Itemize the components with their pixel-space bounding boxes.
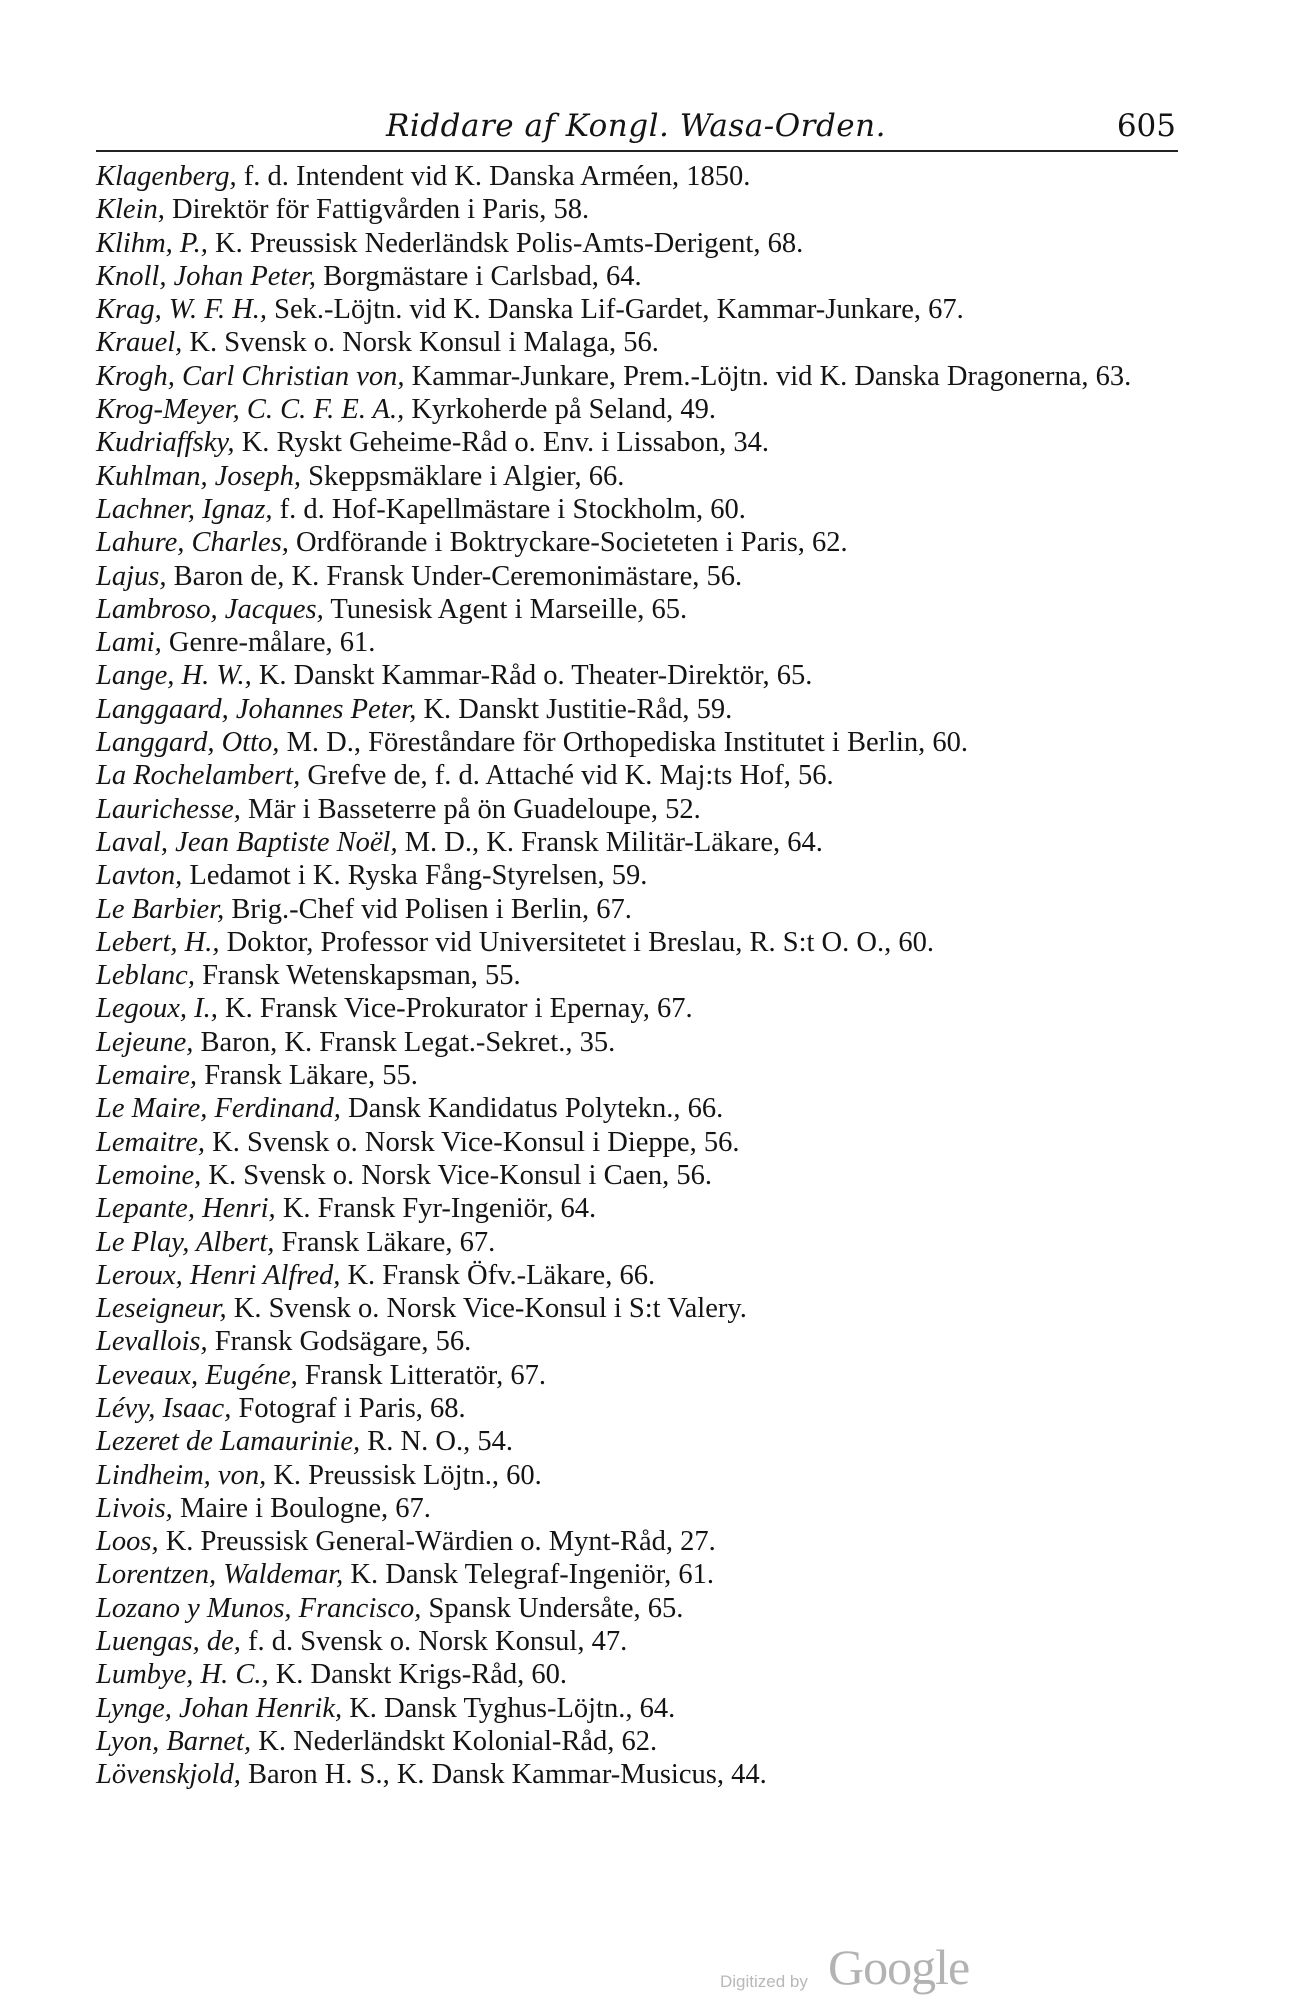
entry-name: Lange, H. W., <box>96 660 252 692</box>
entry <box>96 193 1186 226</box>
entry-description: K. Svensk o. Norsk Vice-Konsul i Caen, 56. <box>201 1159 712 1191</box>
entry <box>96 1525 1186 1558</box>
entry <box>96 227 1186 260</box>
entry-name: Lumbye, H. C., <box>96 1659 269 1691</box>
entry-list <box>96 160 1186 1792</box>
entry-name: Levallois, <box>96 1326 208 1358</box>
entry <box>96 426 1186 459</box>
entry-name: Leroux, Henri Alfred, <box>96 1259 341 1291</box>
entry-name: Lejeune, <box>96 1026 194 1058</box>
entry-description: Ordförande i Boktryckare-Societeten i Paris, 62. <box>288 527 848 559</box>
entry-description: Dansk Kandidatus Polytekn., 66. <box>340 1093 724 1125</box>
entry-description: Fransk Wetenskapsman, 55. <box>194 960 521 992</box>
entry-description: K. Ryskt Geheime-Råd o. Env. i Lissabon, 34. <box>234 427 770 459</box>
entry-name: Lavton, <box>96 860 183 892</box>
entry-description: Baron, K. Fransk Legat.-Sekret., 35. <box>193 1026 616 1058</box>
entry-description: K. Preussisk Nederländsk Polis-Amts-Derigent, 68. <box>207 227 804 259</box>
entry-name: Leblanc, <box>96 960 195 992</box>
entry <box>96 1359 1186 1392</box>
entry-description: Doktor, Professor vid Universitetet i Breslau, R. S:t O. O., 60. <box>219 926 934 958</box>
entry-name: Le Maire, Ferdinand, <box>96 1093 341 1125</box>
entry-name: Langgaard, Johannes Peter, <box>96 693 417 725</box>
entry-name: Lepante, Henri, <box>96 1193 276 1225</box>
entry-name: Legoux, I., <box>96 993 218 1025</box>
entry-description: Spansk Undersåte, 65. <box>421 1592 684 1624</box>
entry-name: Klihm, P., <box>96 227 208 259</box>
entry <box>96 1625 1186 1658</box>
entry-name: Lahure, Charles, <box>96 527 289 559</box>
entry-name: Lemoine, <box>96 1159 202 1191</box>
entry <box>96 1026 1186 1059</box>
entry <box>96 1658 1186 1691</box>
entry-description: K. Danskt Krigs-Råd, 60. <box>268 1659 568 1691</box>
entry <box>96 460 1186 493</box>
entry <box>96 726 1186 759</box>
entry-description: f. d. Svensk o. Norsk Konsul, 47. <box>240 1626 628 1658</box>
entry-description: Baron de, K. Fransk Under-Ceremonimästare, 56. <box>166 560 743 592</box>
entry <box>96 1558 1186 1591</box>
entry <box>96 793 1186 826</box>
entry-name: Lyon, Barnet, <box>96 1725 252 1757</box>
entry-name: Lindheim, von, <box>96 1459 267 1491</box>
entry-description: Fransk Läkare, 55. <box>197 1060 418 1092</box>
entry-name: Lemaitre, <box>96 1126 205 1158</box>
entry-description: Grefve de, f. d. Attaché vid K. Maj:ts Hof, 56. <box>300 760 834 792</box>
entry <box>96 326 1186 359</box>
entry-description: K. Preussisk Löjtn., 60. <box>266 1459 542 1491</box>
entry <box>96 1492 1186 1525</box>
entry-description: Fransk Litteratör, 67. <box>297 1359 546 1391</box>
entry-name: Lozano y Munos, Francisco, <box>96 1592 422 1624</box>
entry <box>96 1159 1186 1192</box>
entry-description: Genre-målare, 61. <box>161 627 376 659</box>
entry-description: K. Dansk Tyghus-Löjtn., 64. <box>342 1692 676 1724</box>
entry-name: Lebert, H., <box>96 926 220 958</box>
entry-name: Lami, <box>96 627 162 659</box>
entry <box>96 1126 1186 1159</box>
entry <box>96 1392 1186 1425</box>
entry-description: R. N. O., 54. <box>360 1426 513 1458</box>
entry <box>96 1758 1186 1791</box>
entry <box>96 1692 1186 1725</box>
entry <box>96 1592 1186 1625</box>
entry-name: Lynge, Johan Henrik, <box>96 1692 343 1724</box>
entry <box>96 293 1186 326</box>
entry-name: Klein, <box>96 194 165 226</box>
entry <box>96 959 1186 992</box>
entry <box>96 360 1186 393</box>
entry-name: Le Barbier, <box>96 893 225 925</box>
entry-description: K. Svensk o. Norsk Vice-Konsul i Dieppe, 56. <box>204 1126 740 1158</box>
entry-name: Livois, <box>96 1492 173 1524</box>
entry-name: Langgard, Otto, <box>96 727 280 759</box>
entry <box>96 1459 1186 1492</box>
entry-name: Lajus, <box>96 560 167 592</box>
entry-name: Krogh, Carl Christian von, <box>96 360 405 392</box>
page-number: 605 <box>1116 108 1176 144</box>
entry <box>96 1059 1186 1092</box>
entry <box>96 1292 1186 1325</box>
entry-name: Lachner, Ignaz, <box>96 493 273 525</box>
entry-description: f. d. Intendent vid K. Danska Arméen, 1850. <box>236 161 751 192</box>
entry <box>96 1325 1186 1358</box>
entry-description: K. Svensk o. Norsk Konsul i Malaga, 56. <box>182 327 659 359</box>
entry <box>96 1425 1186 1458</box>
entry-description: Fotograf i Paris, 68. <box>231 1392 466 1424</box>
entry-name: Lévy, Isaac, <box>96 1392 232 1424</box>
running-header <box>96 108 1176 152</box>
entry-description: Fransk Godsägare, 56. <box>207 1326 472 1358</box>
entry-name: Lövenskjold, <box>96 1759 241 1791</box>
entry-name: Le Play, Albert, <box>96 1226 275 1258</box>
entry <box>96 859 1186 892</box>
entry <box>96 260 1186 293</box>
entry-name: Kuhlman, Joseph, <box>96 460 302 492</box>
entry-description: K. Fransk Vice-Prokurator i Epernay, 67. <box>217 993 693 1025</box>
running-title: Riddare af Kongl. Wasa-Orden. <box>386 108 886 144</box>
entry <box>96 759 1186 792</box>
entry-description: f. d. Hof-Kapellmästare i Stockholm, 60. <box>272 493 746 525</box>
entry-description: K. Nederländskt Kolonial-Råd, 62. <box>251 1725 658 1757</box>
entry-description: Skeppsmäklare i Algier, 66. <box>301 460 625 492</box>
entry-description: M. D., K. Fransk Militär-Läkare, 64. <box>397 826 823 858</box>
entry-name: Klagenberg, <box>96 161 237 192</box>
entry-name: Laurichesse, <box>96 793 241 825</box>
entry <box>96 992 1186 1025</box>
entry <box>96 626 1186 659</box>
entry <box>96 1226 1186 1259</box>
entry <box>96 826 1186 859</box>
entry <box>96 1725 1186 1758</box>
google-logo: Google <box>828 1939 970 1995</box>
entry-description: Maire i Boulogne, 67. <box>172 1492 431 1524</box>
entry-description: K. Danskt Kammar-Råd o. Theater-Direktör, 65. <box>251 660 813 692</box>
entry <box>96 526 1186 559</box>
entry-name: Luengas, de, <box>96 1626 241 1658</box>
entry <box>96 693 1186 726</box>
entry <box>96 1192 1186 1225</box>
entry-description: Direktör för Fattigvården i Paris, 58. <box>164 194 590 226</box>
entry <box>96 926 1186 959</box>
entry <box>96 893 1186 926</box>
header-rule <box>96 150 1178 152</box>
entry <box>96 160 1186 193</box>
entry-description: Fransk Läkare, 67. <box>274 1226 496 1258</box>
entry-name: Leveaux, Eugéne, <box>96 1359 298 1391</box>
entry-description: M. D., Föreståndare för Orthopediska Institutet i Berlin, 60. <box>279 727 969 759</box>
entry-description: Baron H. S., K. Dansk Kammar-Musicus, 44. <box>240 1759 767 1791</box>
entry <box>96 393 1186 426</box>
entry-description: Tunesisk Agent i Marseille, 65. <box>323 593 688 625</box>
entry-description: K. Preussisk General-Wärdien o. Mynt-Råd, 27. <box>158 1526 716 1558</box>
digitized-watermark <box>720 1938 1040 1998</box>
entry-description: Ledamot i K. Ryska Fång-Styrelsen, 59. <box>182 860 648 892</box>
entry-description: Brig.-Chef vid Polisen i Berlin, 67. <box>224 893 632 925</box>
entry-name: Leseigneur, <box>96 1293 227 1325</box>
entry-name: Krag, W. F. H., <box>96 294 268 326</box>
entry-description: Kyrkoherde på Seland, 49. <box>404 394 717 426</box>
entry-name: Lemaire, <box>96 1060 198 1092</box>
entry-name: Lezeret de Lamaurinie, <box>96 1426 361 1458</box>
entry <box>96 560 1186 593</box>
entry-description: Mär i Basseterre på ön Guadeloupe, 52. <box>240 793 701 825</box>
entry <box>96 1259 1186 1292</box>
entry <box>96 593 1186 626</box>
entry <box>96 659 1186 692</box>
entry-name: Kudriaffsky, <box>96 427 235 459</box>
entry-name: Lambroso, Jacques, <box>96 593 324 625</box>
entry-description: Kammar-Junkare, Prem.-Löjtn. vid K. Danska Dragonerna, 63. <box>404 360 1132 392</box>
entry-name: Laval, Jean Baptiste Noël, <box>96 826 398 858</box>
entry-description: Borgmästare i Carlsbad, 64. <box>316 260 642 292</box>
entry-description: K. Fransk Fyr-Ingeniör, 64. <box>275 1193 597 1225</box>
entry-description: K. Dansk Telegraf-Ingeniör, 61. <box>343 1559 714 1591</box>
entry-name: Krauel, <box>96 327 183 359</box>
entry-name: La Rochelambert, <box>96 760 301 792</box>
entry-description: Sek.-Löjtn. vid K. Danska Lif-Gardet, Kammar-Junkare, 67. <box>267 294 964 326</box>
entry-name: Krog-Meyer, C. C. F. E. A., <box>96 394 405 426</box>
entry-description: K. Svensk o. Norsk Vice-Konsul i S:t Valery. <box>226 1293 747 1325</box>
entry-name: Lorentzen, Waldemar, <box>96 1559 344 1591</box>
entry-name: Knoll, Johan Peter, <box>96 260 317 292</box>
entry-description: K. Danskt Justitie-Råd, 59. <box>416 693 733 725</box>
entry <box>96 493 1186 526</box>
entry-name: Loos, <box>96 1526 159 1558</box>
entry <box>96 1092 1186 1125</box>
digitized-label: Digitized by <box>720 1972 808 1991</box>
entry-description: K. Fransk Öfv.-Läkare, 66. <box>340 1259 656 1291</box>
